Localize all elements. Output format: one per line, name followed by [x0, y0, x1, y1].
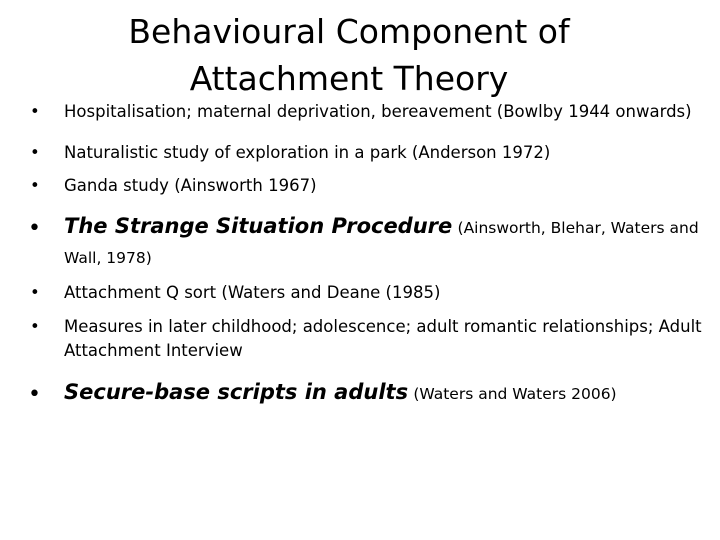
bullet-icon: •: [30, 143, 40, 162]
bullet-citation: (Waters and Waters 2006): [413, 385, 617, 403]
bullet-text: Measures in later childhood; adolescence; adult romantic relationships; Adult Attachment Interview: [64, 317, 702, 360]
bullet-item-strange-situation: [24, 211, 704, 273]
bullet-text: Attachment Q sort (Waters and Deane (1985): [64, 283, 441, 302]
bullet-icon: •: [28, 216, 41, 241]
bullet-item-later-childhood: [24, 315, 704, 363]
slide-title: [60, 8, 638, 102]
bullet-item-hospitalisation: [24, 100, 704, 124]
bullet-icon: •: [30, 176, 40, 195]
bullet-icon: •: [30, 102, 40, 121]
bullet-icon: •: [28, 382, 41, 407]
bullet-list: [24, 100, 704, 409]
slide-title-line-1: Behavioural Component of: [128, 12, 570, 51]
bullet-item-q-sort: [24, 281, 704, 305]
bullet-item-naturalistic-study: [24, 141, 704, 165]
bullet-text: Naturalistic study of exploration in a park (Anderson 1972): [64, 143, 551, 162]
bullet-emphasis: Secure-base scripts in adults: [64, 380, 409, 404]
bullet-emphasis: The Strange Situation Procedure: [64, 214, 453, 238]
bullet-text: Ganda study (Ainsworth 1967): [64, 176, 317, 195]
bullet-citation: (Ainsworth, Blehar, Waters and Wall, 1978): [64, 219, 699, 267]
bullet-icon: •: [30, 317, 40, 336]
bullet-item-ganda-study: [24, 174, 704, 198]
slide-title-line-2: Attachment Theory: [189, 59, 509, 98]
bullet-icon: •: [30, 283, 40, 302]
bullet-item-secure-base-scripts: [24, 377, 704, 409]
bullet-text: Hospitalisation; maternal deprivation, bereavement (Bowlby 1944 onwards): [64, 102, 692, 121]
